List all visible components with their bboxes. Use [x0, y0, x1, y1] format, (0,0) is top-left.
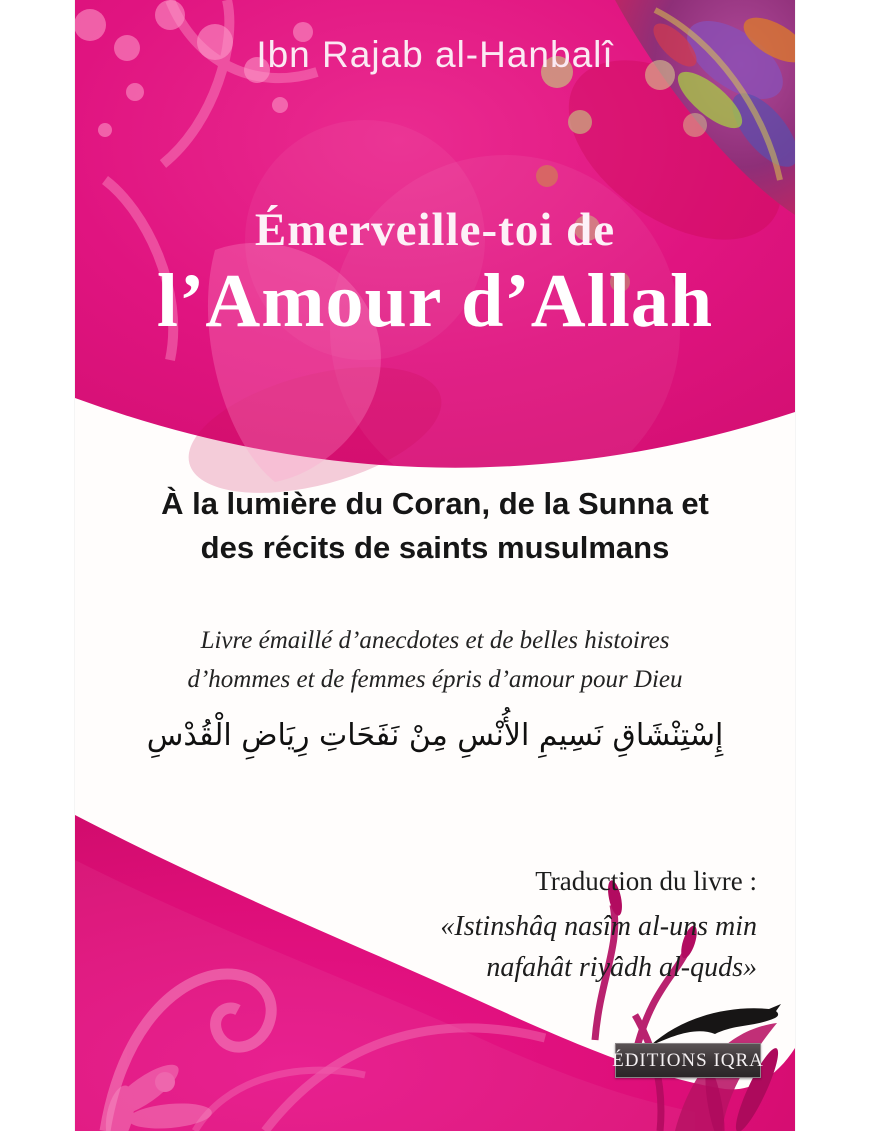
- tagline-line-1: Livre émaillé d’anecdotes et de belles histoires: [200, 627, 670, 654]
- title-line-2: l’Amour d’Allah: [156, 259, 714, 343]
- author-name: Ibn Rajab al-Hanbalî: [256, 34, 614, 75]
- translation-quote-line-2: nafahât riyâdh al-quds»: [486, 951, 757, 983]
- arabic-title: إِسْتِنْشَاقِ نَسِيمِ الأُنْسِ مِنْ نَفَحَاتِ رِيَاضِ الْقُدْسِ: [146, 718, 724, 753]
- translation-label: Traduction du livre :: [535, 866, 757, 896]
- subtitle-line-2: des récits de saints musulmans: [200, 530, 670, 566]
- translation-quote-line-1: «Istinshâq nasîm al-uns min: [440, 911, 757, 942]
- publisher-logo-label: ÉDITIONS IQRA: [612, 1049, 764, 1071]
- title-line-1: Émerveille-toi de: [254, 204, 616, 256]
- subtitle: [75, 482, 795, 570]
- translation-block: [440, 866, 757, 988]
- tagline-line-2: d’hommes et de femmes épris d’amour pour Dieu: [187, 665, 683, 693]
- book-cover: [75, 0, 795, 1131]
- tagline: [75, 622, 795, 700]
- publisher-logo: [612, 1043, 764, 1078]
- subtitle-line-1: À la lumière du Coran, de la Sunna et: [161, 486, 709, 521]
